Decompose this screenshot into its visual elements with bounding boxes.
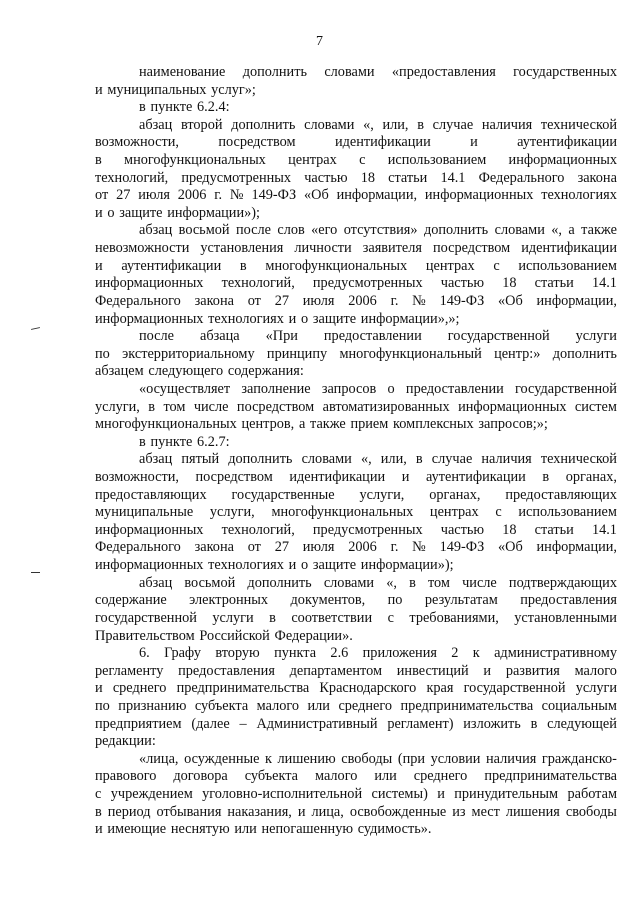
text-line: «лица, осужденные к лишению свободы (при условии наличия гражданско- xyxy=(139,750,617,767)
text-line: услуги, в том числе посредством автоматизированных информационных систем xyxy=(95,398,617,415)
text-line: в период отбывания наказания, и лица, освобожденные из мест лишения свободы xyxy=(95,803,617,820)
text-line: 6. Графу вторую пункта 2.6 приложения 2 к административному xyxy=(139,645,617,662)
text-line: «осуществляет заполнение запросов о предоставлении государственной xyxy=(139,380,617,397)
text-line: от 27 июля 2006 г. № 149-ФЗ «Об информации, информационных технологиях xyxy=(95,187,617,204)
text-line: правового договора субъекта малого или среднего предпринимательства xyxy=(95,768,617,785)
text-line: по признанию субъекта малого или среднего предпринимательства социальным xyxy=(95,697,617,714)
text-line: и муниципальных услуг»; xyxy=(95,81,256,98)
text-line: Федерального закона от 27 июля 2006 г. № 149-ФЗ «Об информации, xyxy=(95,292,617,309)
document-body xyxy=(95,64,617,839)
text-line: наименование дополнить словами «предоставления государственных xyxy=(139,64,617,80)
text-line: и имеющие неснятую или непогашенную судимость». xyxy=(95,821,432,838)
text-line: с учреждением уголовно-исполнительной системы) и принудительным работам xyxy=(95,785,617,802)
text-line: предоставляющих государственные услуги, органах, предоставляющих xyxy=(95,486,617,503)
text-line: и среднего предпринимательства Краснодарского края государственной услуги xyxy=(95,680,617,697)
text-line: многофункциональных центров, а также прием комплексных запросов;»; xyxy=(95,416,548,433)
text-line: технологий, предусмотренных частью 18 статьи 14.1 Федерального закона xyxy=(95,169,617,186)
text-line: Федерального закона от 27 июля 2006 г. № 149-ФЗ «Об информации, xyxy=(95,539,617,556)
text-line: по экстерриториальному принципу многофункциональный центр:» дополнить xyxy=(95,345,617,362)
text-line: в многофункциональных центрах с использованием информационных xyxy=(95,152,617,169)
punch-mark-top xyxy=(31,327,40,330)
text-line: предприятием (далее – Административный регламент) изложить в следующей xyxy=(95,715,617,732)
text-line: информационных технологий, предусмотренных частью 18 статьи 14.1 xyxy=(95,521,617,538)
text-line: абзац восьмой после слов «его отсутствия» дополнить словами «, а также xyxy=(139,222,617,239)
text-line: и аутентификации в многофункциональных центрах с использованием xyxy=(95,257,617,274)
text-line: после абзаца «При предоставлении государственной услуги xyxy=(139,328,617,345)
text-line: содержание электронных документов, по результатам предоставления xyxy=(95,592,617,609)
text-line: Правительством Российской Федерации». xyxy=(95,627,353,644)
page-number: 7 xyxy=(316,34,323,49)
text-line: информационных технологиях и о защите информации»); xyxy=(95,557,454,574)
text-line: информационных технологиях и о защите информации»,»; xyxy=(95,310,460,327)
text-line: информационных технологий, предусмотренных частью 18 статьи 14.1 xyxy=(95,275,617,292)
text-line: возможности, посредством идентификации и аутентификации в органах, xyxy=(95,469,617,486)
text-line: редакции: xyxy=(95,733,156,750)
text-line: в пункте 6.2.4: xyxy=(139,99,230,116)
text-line: регламенту предоставления департаментом инвестиций и развития малого xyxy=(95,662,617,679)
text-line: абзацем следующего содержания: xyxy=(95,363,304,380)
punch-mark-bottom xyxy=(31,572,40,573)
text-line: в пункте 6.2.7: xyxy=(139,433,230,450)
text-line: возможности, посредством идентификации и аутентификации xyxy=(95,134,617,151)
text-line: абзац пятый дополнить словами «, или, в случае наличия технической xyxy=(139,451,617,468)
text-line: невозможности установления личности заявителя посредством идентификации xyxy=(95,240,617,257)
text-line: и о защите информации»); xyxy=(95,204,260,221)
text-line: муниципальные услуги, многофункциональных центрах с использованием xyxy=(95,504,617,521)
text-line: государственной услуги в соответствии с требованиями, установленными xyxy=(95,609,617,626)
text-line: абзац второй дополнить словами «, или, в случае наличия технической xyxy=(139,116,617,133)
text-line: абзац восьмой дополнить словами «, в том числе подтверждающих xyxy=(139,574,617,591)
